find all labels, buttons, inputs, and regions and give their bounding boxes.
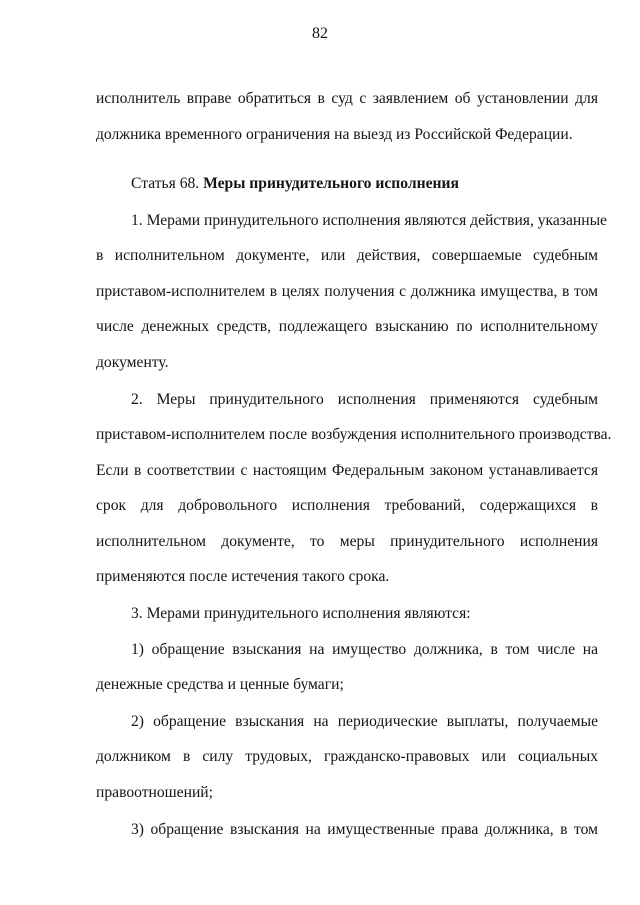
text-line: должником в силу трудовых, гражданско-правовых или социальных [96,748,598,765]
text-line: денежные средства и ценные бумаги; [96,676,344,693]
text-line: исполнитель вправе обратиться в суд с заявлением об установлении для [96,90,598,107]
text-line: срок для добровольного исполнения требований, содержащихся в [96,497,598,514]
text-line: Если в соответствии с настоящим Федеральным законом устанавливается [96,462,598,479]
text-line: 2. Меры принудительного исполнения применяются судебным [131,391,598,408]
text-line: 1. Мерами принудительного исполнения являются действия, указанные [131,212,607,229]
text-line: исполнительном документе, то меры принудительного исполнения [96,533,598,550]
article-heading [131,174,598,194]
article-title: Меры принудительного исполнения [203,175,459,192]
text-line: числе денежных средств, подлежащего взысканию по исполнительному [96,318,598,335]
text-line: приставом-исполнителем в целях получения с должника имущества, в том [96,283,598,300]
text-line: применяются после истечения такого срока. [96,568,390,585]
article-number: Статья 68. [131,175,204,192]
text-line: приставом-исполнителем после возбуждения исполнительного производства. [96,426,612,443]
text-line: в исполнительном документе, или действия, совершаемые судебным [96,247,598,264]
text-line: 3) обращение взыскания на имущественные права должника, в том [131,821,598,838]
text-line: должника временного ограничения на выезд из Российской Федерации. [96,126,573,143]
text-line: 1) обращение взыскания на имущество должника, в том числе на [131,641,598,658]
page-number: 82 [312,25,328,42]
text-line: 2) обращение взыскания на периодические выплаты, получаемые [131,713,598,730]
text-line: документу. [96,354,169,371]
text-line: 3. Мерами принудительного исполнения являются: [131,605,471,622]
text-line: правоотношений; [96,784,213,801]
